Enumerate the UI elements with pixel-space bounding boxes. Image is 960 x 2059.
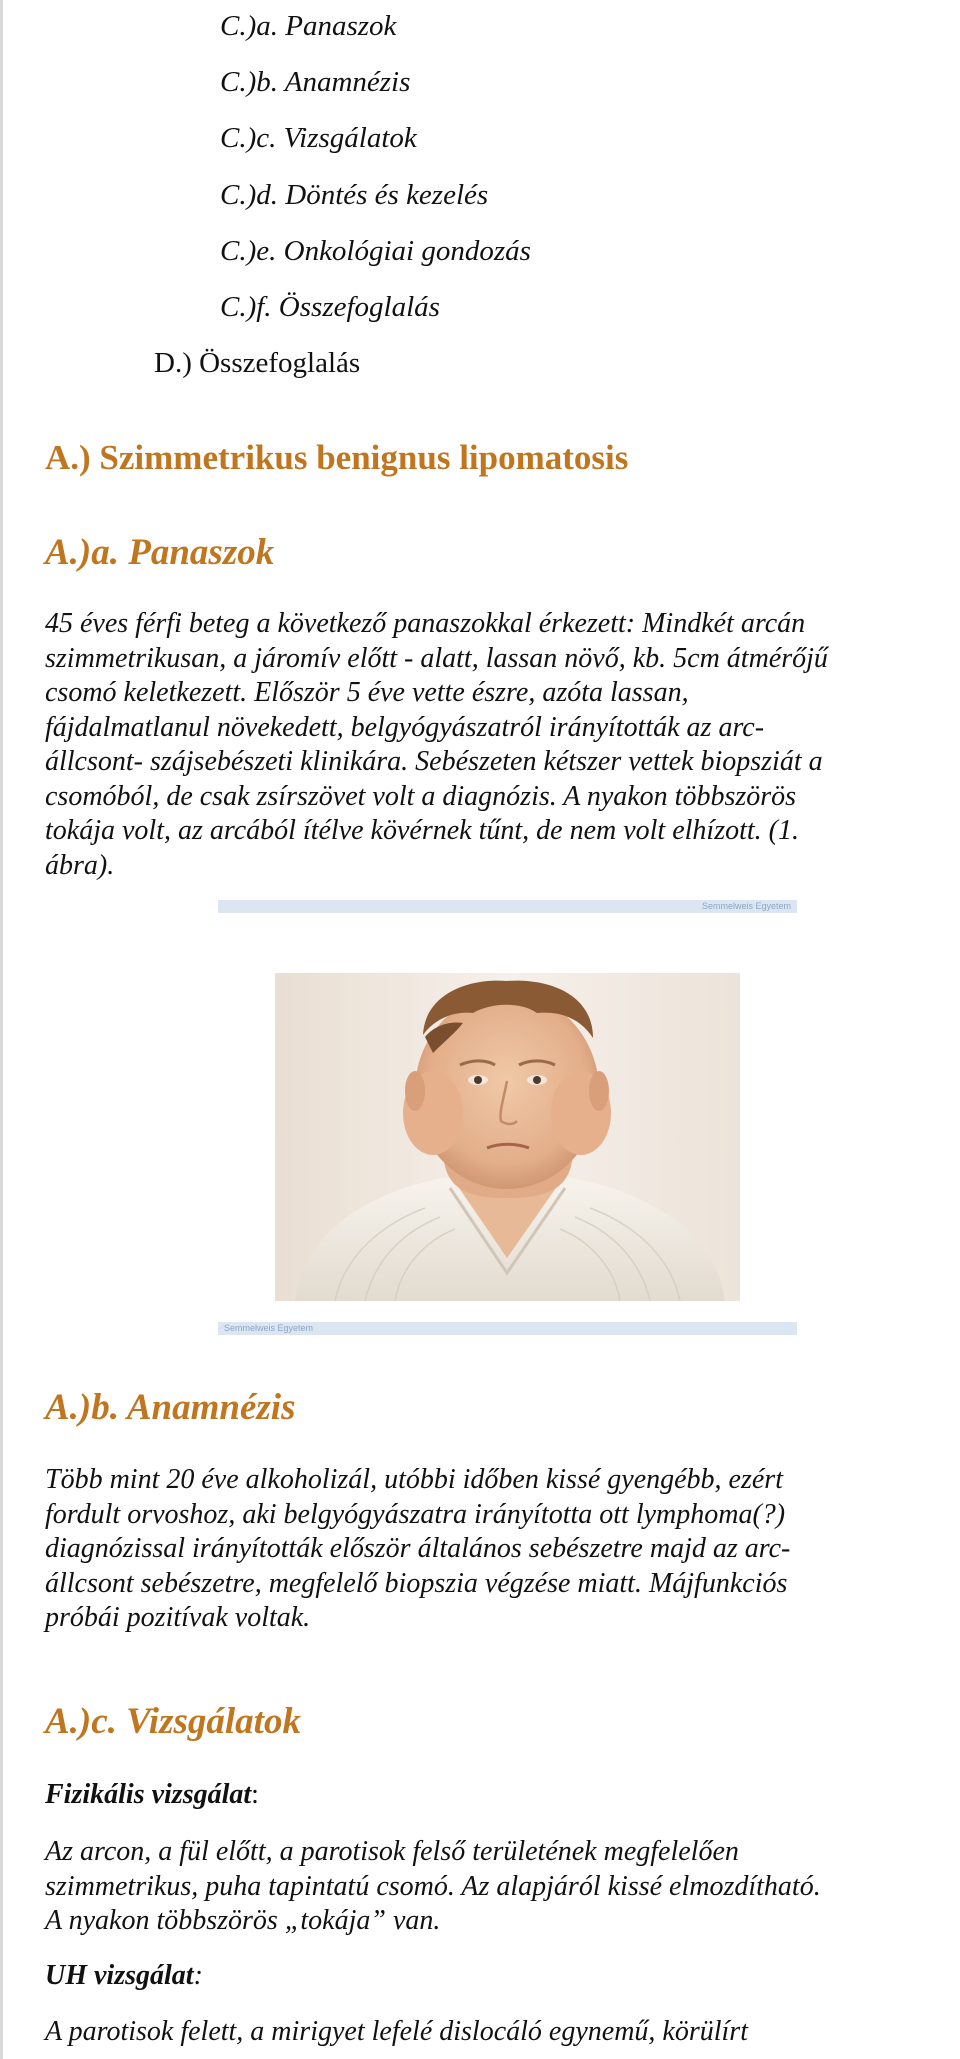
- anamnesis-line: állcsont sebészetre, megfelelő biopszia végzése miatt. Májfunkciós: [45, 1567, 788, 1599]
- anamnesis-line: Több mint 20 éve alkoholizál, utóbbi időben kissé gyengébb, ezért: [45, 1464, 783, 1495]
- anamnesis-paragraph: [45, 1463, 960, 1636]
- patient-photo-illustration: [275, 973, 740, 1301]
- anamnesis-line: fordult orvoshoz, aki belgyógyászatra irányította ott lymphoma(?): [45, 1498, 786, 1530]
- figure-top-bar: [218, 900, 797, 913]
- complaints-line: tokája volt, az arcából ítélve kövérnek tűnt, de nem volt elhízott. (1.: [45, 815, 799, 846]
- anamnesis-line: diagnózissal irányították először általános sebészetre majd az arc-: [45, 1533, 791, 1564]
- ultrasound-label: [45, 1959, 203, 1993]
- patient-photo: [275, 973, 740, 1301]
- physical-exam-paragraph: [45, 1835, 960, 1939]
- anamnesis-heading: A.)b. Anamnézis: [45, 1387, 296, 1428]
- ultrasound-label-text: UH vizsgálat: [45, 1960, 194, 1991]
- ultrasound-line: A parotisok felett, a mirigyet lefelé dislocáló egynemű, körülírt: [45, 2016, 748, 2047]
- physical-exam-colon: :: [251, 1779, 259, 1810]
- toc-item-c-d[interactable]: C.)d. Döntés és kezelés: [220, 179, 489, 211]
- anamnesis-line: próbái pozitívak voltak.: [45, 1602, 311, 1633]
- complaints-line: szimmetrikusan, a járomív előtt - alatt, lassan növő, kb. 5cm átmérőjű: [45, 642, 828, 674]
- toc-item-c-c[interactable]: C.)c. Vizsgálatok: [220, 122, 417, 154]
- complaints-line: csomó keletkezett. Először 5 éve vette észre, azóta lassan,: [45, 677, 689, 708]
- complaints-line: ábra).: [45, 849, 115, 881]
- toc-item-c-e[interactable]: C.)e. Onkológiai gondozás: [220, 235, 531, 267]
- ultrasound-colon: :: [193, 1960, 203, 1991]
- complaints-line: fájdalmatlanul növekedett, belgyógyászatról irányították az arc-: [45, 711, 765, 743]
- toc-item-c-a[interactable]: C.)a. Panaszok: [220, 10, 397, 42]
- figure-bottom-bar: [218, 1322, 797, 1335]
- complaints-heading: A.)a. Panaszok: [45, 532, 275, 573]
- figure-watermark-top: Semmelweis Egyetem: [701, 901, 791, 911]
- physical-exam-line: szimmetrikus, puha tapintatú csomó. Az alapjáról kissé elmozdítható.: [45, 1870, 821, 1902]
- physical-exam-line: Az arcon, a fül előtt, a parotisok felső területének megfelelően: [45, 1836, 739, 1867]
- complaints-line: csomóból, de csak zsírszövet volt a diagnózis. A nyakon többszörös: [45, 780, 797, 812]
- complaints-paragraph: [45, 607, 960, 883]
- section-a-title: A.) Szimmetrikus benignus lipomatosis: [45, 438, 629, 477]
- toc-item-c-f[interactable]: C.)f. Összefoglalás: [220, 291, 440, 323]
- physical-exam-label: [45, 1778, 259, 1812]
- complaints-line: 45 éves férfi beteg a következő panaszokkal érkezett: Mindkét arcán: [45, 608, 806, 639]
- ultrasound-paragraph: [45, 2015, 960, 2050]
- figure-watermark-bottom: Semmelweis Egyetem: [224, 1323, 314, 1333]
- toc-item-d[interactable]: D.) Összefoglalás: [154, 347, 361, 379]
- toc-item-c-b[interactable]: C.)b. Anamnézis: [220, 66, 411, 98]
- physical-exam-line: A nyakon többszörös „tokája” van.: [45, 1905, 441, 1936]
- complaints-line: állcsont- szájsebészeti klinikára. Sebészeten kétszer vettek biopsziát a: [45, 746, 823, 777]
- physical-exam-label-text: Fizikális vizsgálat: [45, 1779, 252, 1810]
- examinations-heading: A.)c. Vizsgálatok: [45, 1701, 301, 1742]
